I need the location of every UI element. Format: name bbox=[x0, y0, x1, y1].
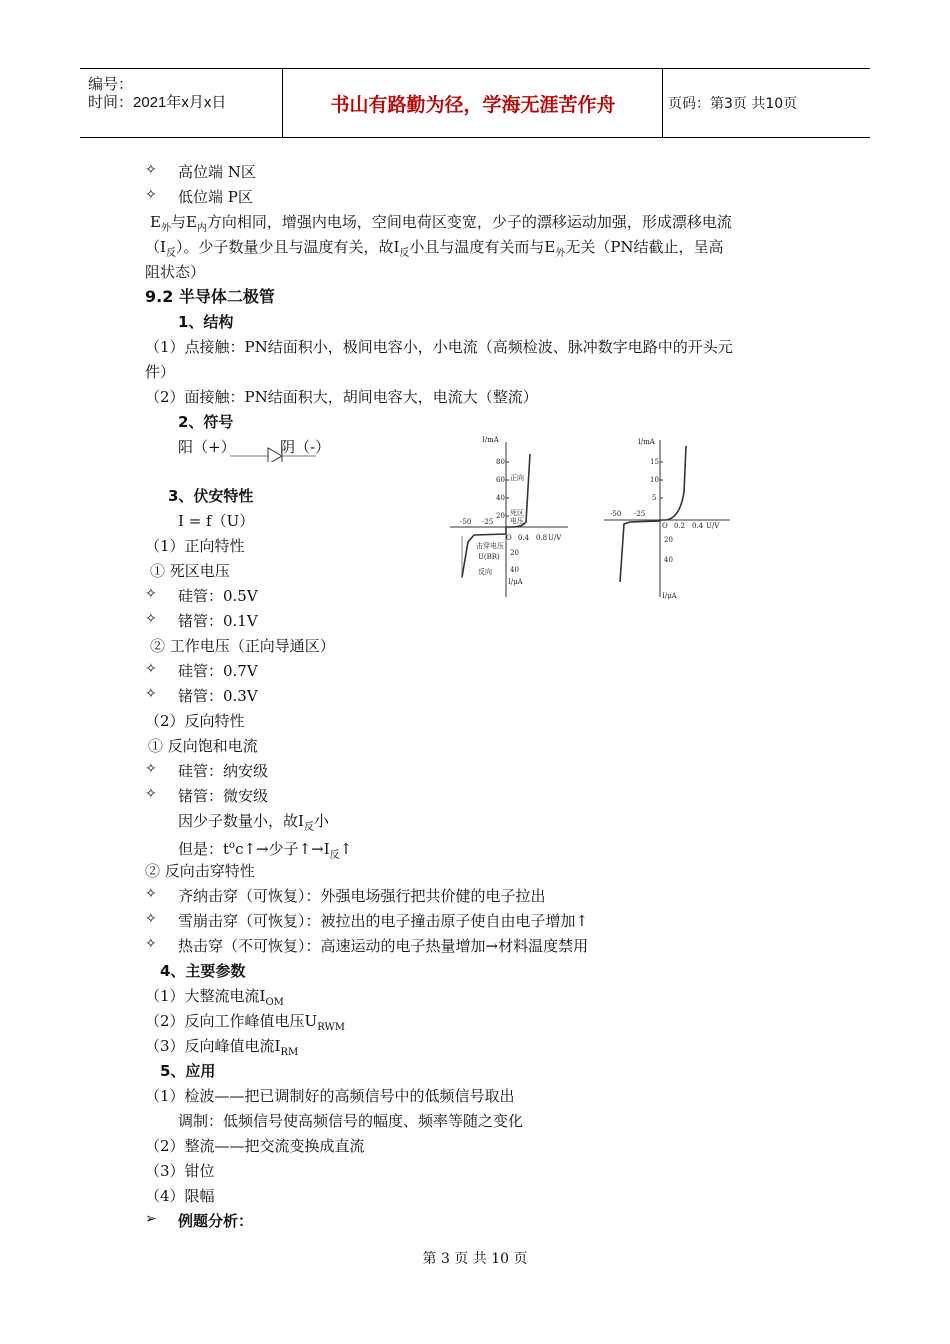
text-line: 因少子数量小，故$I_反$小 bbox=[178, 812, 329, 833]
text-line: 硅管：0.5V bbox=[178, 587, 258, 605]
subsection-heading: 2、符号 bbox=[178, 413, 234, 431]
vi-curve-chart-1 bbox=[440, 432, 570, 602]
x-tick-label: 0.8 bbox=[536, 534, 548, 542]
bullet-icon: ✧ bbox=[145, 187, 157, 203]
bullet-icon: ✧ bbox=[145, 886, 157, 902]
bullet-icon: ✧ bbox=[145, 686, 157, 702]
bullet-icon: ✧ bbox=[145, 661, 157, 677]
y-tick-label: 15 bbox=[650, 458, 659, 466]
x-tick-label: -50 bbox=[610, 510, 622, 518]
y-tick-label: 20 bbox=[496, 512, 505, 520]
text-line: （1）正向特性 bbox=[145, 537, 245, 555]
bullet-icon: ✧ bbox=[145, 936, 157, 952]
paragraph-line: 阻状态） bbox=[145, 263, 206, 281]
bullet-icon: ✧ bbox=[145, 911, 157, 927]
text-line: 齐纳击穿（可恢复）：外强电场强行把共价健的电子拉出 bbox=[178, 887, 546, 905]
breakdown-voltage-label: U(BR) bbox=[478, 553, 500, 561]
text-line: （3）反向峰值电流$I_{RM}$ bbox=[145, 1037, 299, 1058]
x-tick-label: 0.2 bbox=[674, 522, 686, 530]
text-line: （1）检波——把已调制好的高频信号中的低频信号取出 bbox=[145, 1087, 515, 1105]
dead-zone-label: 死区 bbox=[510, 509, 524, 517]
bullet-icon: ✧ bbox=[145, 586, 157, 602]
y-tick-label: 60 bbox=[496, 476, 505, 484]
origin-label: O bbox=[506, 534, 512, 542]
dead-zone-label: 电压 bbox=[510, 517, 524, 525]
formula: I = f（U） bbox=[178, 512, 255, 530]
text-line: （3）钳位 bbox=[145, 1162, 215, 1180]
subsection-heading: 3、伏安特性 bbox=[168, 487, 254, 505]
x-axis-label: U/V bbox=[706, 522, 720, 530]
subsection-heading: 1、结构 bbox=[178, 313, 234, 331]
x-tick-label: 0.4 bbox=[518, 534, 530, 542]
subsection-heading: 4、主要参数 bbox=[160, 962, 246, 980]
vi-curve bbox=[620, 446, 686, 582]
y-tick-label: 10 bbox=[650, 476, 659, 484]
example-heading: 例题分析： bbox=[178, 1212, 254, 1230]
text-line: （1）大整流电流$I_{OM}$ bbox=[145, 987, 284, 1008]
arrow-bullet-icon: ➢ bbox=[145, 1211, 157, 1227]
bullet-icon: ✧ bbox=[145, 162, 157, 178]
text-line: （1）点接触：PN结面积小，极间电容小，小电流（高频检波、脉冲数字电路中的开头元 bbox=[145, 338, 733, 356]
subsection-heading: 5、应用 bbox=[160, 1062, 216, 1080]
breakdown-label: 击穿电压 bbox=[476, 542, 504, 550]
text-line: （2）反向工作峰值电压$U_{RWM}$ bbox=[145, 1012, 346, 1033]
section-heading: 9.2 半导体二极管 bbox=[145, 287, 275, 306]
text-line: ① 死区电压 bbox=[150, 562, 230, 580]
text-line: 锗管：0.1V bbox=[178, 612, 258, 630]
text-line: （2）整流——把交流变换成直流 bbox=[145, 1137, 365, 1155]
text-line: （2）反向特性 bbox=[145, 712, 245, 730]
text-line: 热击穿（不可恢复）：高速运动的电子热量增加→材料温度禁用 bbox=[178, 937, 589, 955]
vi-curve-chart-2 bbox=[600, 432, 740, 602]
text-line: （2）面接触：PN结面积大，胡间电容大，电流大（整流） bbox=[145, 388, 538, 406]
x-tick-label: -25 bbox=[482, 518, 494, 526]
x-axis-label: U/V bbox=[548, 534, 562, 542]
text-line: ① 反向饱和电流 bbox=[148, 737, 258, 755]
header-page-number: 页码：第3页 共10页 bbox=[668, 96, 798, 112]
y-tick-label: 20 bbox=[510, 549, 519, 557]
text-line: （4）限幅 bbox=[145, 1187, 215, 1205]
bullet-icon: ✧ bbox=[145, 611, 157, 627]
text-line: 调制：低频信号使高频信号的幅度、频率等随之变化 bbox=[178, 1112, 524, 1130]
header-info-cell bbox=[80, 69, 283, 137]
y-tick-label: 40 bbox=[496, 494, 505, 502]
bullet-icon: ✧ bbox=[145, 786, 157, 802]
y-neg-axis-label: I/μA bbox=[662, 592, 677, 600]
header-motto: 书山有路勤为径，学海无涯苦作舟 bbox=[284, 69, 663, 137]
text-line: ② 工作电压（正向导通区） bbox=[150, 637, 335, 655]
y-axis-label: I/mA bbox=[482, 436, 499, 444]
y-tick-label: 5 bbox=[652, 494, 657, 502]
page-header bbox=[80, 68, 870, 138]
paragraph-line: $(I_反)$。少子数量少且与温度有关，故$I_反$小且与温度有关而与$E_外$无关（PN结截止，呈高 bbox=[145, 238, 724, 259]
paragraph-line: $E_外$与$E_内$方向相同，增强内电场，空间电荷区变宽，少子的漂移运动加强，形成漂移电流 bbox=[150, 213, 732, 234]
text-line: 低位端 P区 bbox=[178, 188, 253, 206]
text-line: 锗管：微安级 bbox=[178, 787, 269, 805]
y-tick-label: 40 bbox=[664, 556, 673, 564]
x-tick-label: -25 bbox=[634, 510, 646, 518]
page-footer: 第 3 页 共 10 页 bbox=[422, 1251, 528, 1267]
y-tick-label: 80 bbox=[496, 458, 505, 466]
text-line: 但是：$t^oc↑\to$少子$↑\to I_反↑$ bbox=[178, 840, 353, 861]
y-tick-label: 20 bbox=[664, 536, 673, 544]
diode-cathode-label: 阴（-） bbox=[280, 438, 331, 456]
doc-number-label: 编号： bbox=[88, 76, 134, 93]
diode-anode-label: 阳（+） bbox=[178, 438, 236, 456]
x-tick-label: 0.4 bbox=[692, 522, 704, 530]
text-line: 硅管：0.7V bbox=[178, 662, 258, 680]
y-tick-label: 40 bbox=[510, 566, 519, 574]
bullet-icon: ✧ bbox=[145, 761, 157, 777]
text-line: 锗管：0.3V bbox=[178, 687, 258, 705]
y-neg-axis-label: I/μA bbox=[508, 578, 523, 586]
origin-label: O bbox=[662, 522, 668, 530]
forward-label: 正向 bbox=[510, 474, 524, 482]
doc-time-label: 时间：2021年x月x日 bbox=[88, 94, 227, 111]
x-tick-label: -50 bbox=[460, 518, 472, 526]
text-line: 件） bbox=[145, 363, 176, 381]
text-line: 高位端 N区 bbox=[178, 163, 256, 181]
text-line: ② 反向击穿特性 bbox=[145, 862, 255, 880]
text-line: 雪崩击穿（可恢复）：被拉出的电子撞击原子使自由电子增加↑ bbox=[178, 912, 589, 930]
text-line: 硅管：纳安级 bbox=[178, 762, 269, 780]
reverse-label: 反向 bbox=[478, 568, 492, 576]
y-axis-label: I/mA bbox=[638, 438, 655, 446]
